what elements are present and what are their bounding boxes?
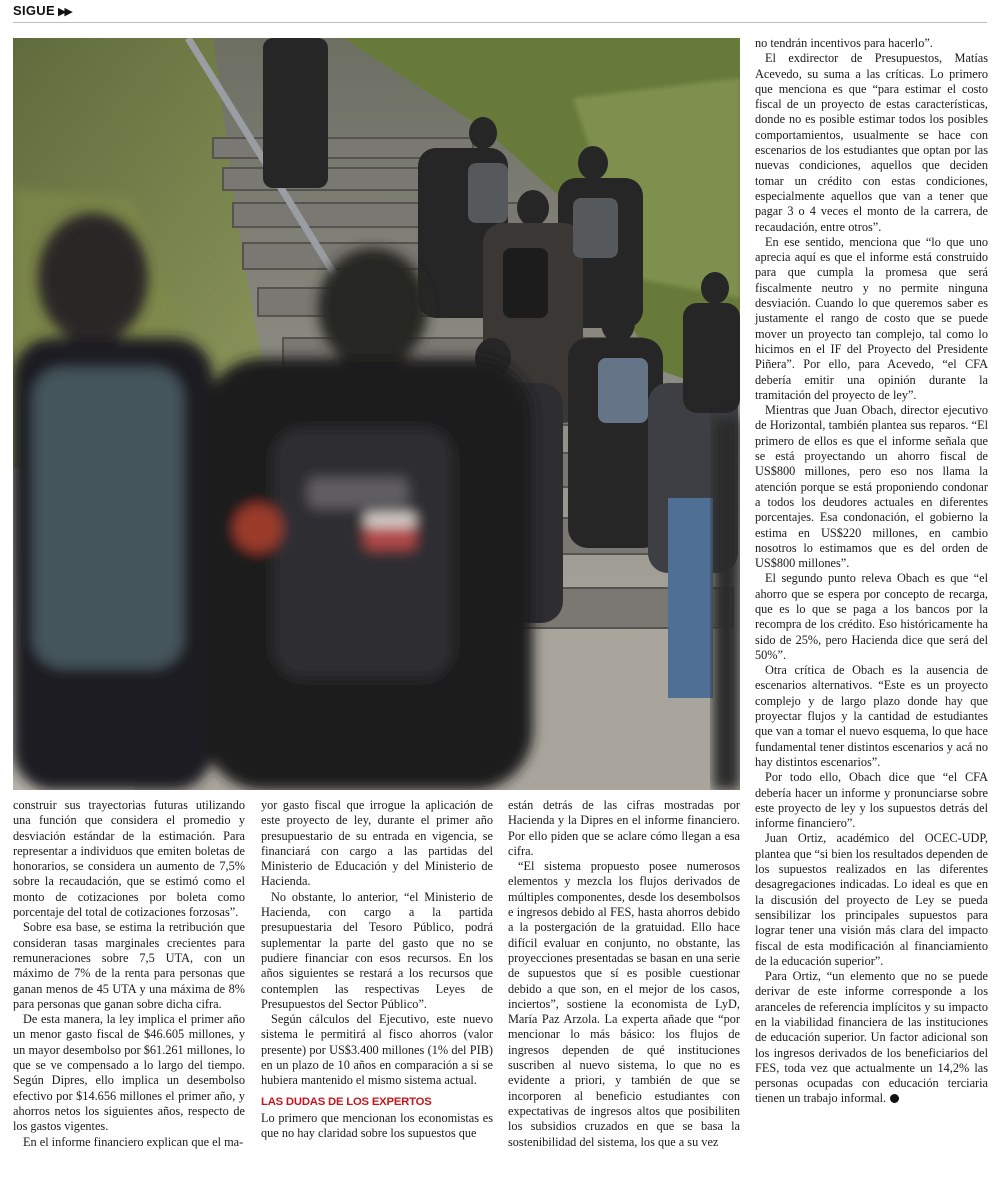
paragraph: Lo primero que mencionan los economistas es que no hay claridad sobre los supuestos que [261, 1110, 493, 1141]
paragraph: Juan Ortiz, académico del OCEC-UDP, plantea que “si bien los resultados dependen de los supuestos realizados en las diferentes desagregaciones indicadas. Lo ideal es que en la discusión del proyecto de Ley se pueda sensibilizar los principales supuestos para lograr tener una visión más clara del impacto fiscal de esta modificación al financiamiento de la educación superior”. [755, 831, 988, 968]
article-column-2 [261, 798, 493, 1142]
article-column-3 [508, 798, 740, 1150]
paragraph: Por todo ello, Obach dice que “el CFA debería hacer un informe y pronunciarse sobre este proyecto de ley y los supuestos detrás del informe financiero”. [755, 770, 988, 831]
paragraph: “El sistema propuesto posee numerosos elementos y mezcla los flujos derivados de múltiples componentes, desde los desembolsos e ingresos debido al FES, hasta ahorros debido a la postergación de la gratuidad. Ello hace difícil evaluar en conjunto, no obstante, las proyecciones presentadas se basan en una serie de supuestos que sí es posible cuestionar debido a que son, en el mejor de los casos, inciertos”, sostiene la economista de LyD, María Paz Arzola. La experta añade que “por mencionar lo más básico: los flujos de ingresos dependen de qué instituciones suscriben al nuevo sistema, lo que no es evidente a priori, y también de que se incorporen al beneficio estudiantes con expectativas de ingresos altos que posibiliten los subsidios cruzados en que se basa la sostenibilidad del sistema, los que a su vez [508, 859, 740, 1149]
paragraph: Otra crítica de Obach es la ausencia de escenarios alternativos. “Este es un proyecto complejo y de largo plazo donde hay que proyectar flujos y la cantidad de estudiantes que van a tomar el nuevo esquema, lo que hace fundamental tener distintos escenarios y acá no hay distintos escenarios”. [755, 663, 988, 769]
paragraph-text: Para Ortiz, “un elemento que no se puede derivar de este informe corresponde a los aranceles de referencia implícitos y su impacto en la viabilidad financiera de las instituciones de educación superior. Un factor adicional son los ingresos derivados de los beneficiarios del FES, toda vez que actualmente un 14,2% las personas ocupadas con educación terciaria tienen un trabajo informal. [755, 969, 988, 1106]
double-arrow-icon: ▶▶ [57, 6, 71, 18]
paragraph: Mientras que Juan Obach, director ejecutivo de Horizontal, también plantea sus reparos. “El primero de ellos es que el informe señala que se está proyectando un ahorro fiscal de US$800 millones, pero eso nos llama la atención porque se está proponiendo condonar a todos los deudores actuales en diferentes porcentajes. Esa condonación, el gobierno la estima en US$220 millones, en cambio nosotros lo estimamos que es del orden de US$800 millones”. [755, 403, 988, 571]
article-photo [13, 38, 740, 790]
paragraph: construir sus trayectorias futuras utilizando una función que considera el promedio y desviación estándar de la estimación. Para representar a individuos que emiten boletas de honorarios, se considera un aumento de 7,5% sobre la recaudación, que se estimó como el monto de cotizaciones por boleta como porcentaje del total de cotizaciones forzosas”. [13, 798, 245, 920]
paragraph: yor gasto fiscal que irrogue la aplicación de este proyecto de ley, durante el primer año presupuestario de su entrada en vigencia, se financiará con cargo a las partidas del Ministerio de Educación y del Ministerio de Hacienda. [261, 798, 493, 889]
end-of-article-icon [890, 1094, 899, 1103]
paragraph: En el informe financiero explican que el ma- [23, 1134, 244, 1149]
paragraph: Sobre esa base, se estima la retribución que consideran tasas marginales crecientes para remuneraciones sobre 7,5 UTA, con un máximo de 7% de la renta para personas que ganan menos de 45 UTA y una máxima de 8% para personas que ganan sobre dicha cifra. [13, 920, 245, 1011]
section-label-sigue [13, 3, 71, 18]
paragraph: En ese sentido, menciona que “lo que uno aprecia aquí es que el informe está construido para que cumpla la promesa que será fiscalmente neutro y no permite ninguna desviación. Cuando lo que queremos saber es justamente el rango de costo que se puede mover un proyecto tan complejo, tal como lo hicimos en el IF del Proyecto del Presidente Piñera”. Por ello, para Acevedo, “el CFA debería emitir una opinión durante la tramitación del proyecto de ley”. [755, 234, 988, 402]
section-label-text: SIGUE [13, 3, 55, 18]
paragraph: Según cálculos del Ejecutivo, este nuevo sistema le permitirá al fisco ahorros (valor presente) por US$3.400 millones (1% del PIB) en un plazo de 10 años en comparación a si se hubiera mantenido el mismo sistema actual. [261, 1012, 493, 1088]
paragraph-final [755, 969, 988, 1107]
paragraph: El segundo punto releva Obach es que “el ahorro que se espera por concepto de recarga, que es lo que se paga a los bancos por la recompra de los crédito. Eso históricamente ha sido de 25%, pero Hacienda dice que será del 50%”. [755, 571, 988, 662]
paragraph: están detrás de las cifras mostradas por Hacienda y la Dipres en el informe financiero. Por ello piden que se aclare cómo llegan a esa cifra. [508, 798, 740, 858]
paragraph: no tendrán incentivos para hacerlo”. [755, 36, 933, 50]
header-rule [13, 22, 987, 23]
paragraph: De esta manera, la ley implica el primer año un menor gasto fiscal de $46.605 millones, y un mayor desembolso por $61.261 millones, lo que se ve compensado a lo largo del tiempo. Según Dipres, ello implica un desembolso efectivo por $14.656 millones el primer año, y ahorros netos los siguientes años, respecto de los gastos vigentes. [13, 1012, 245, 1134]
paragraph: El exdirector de Presupuestos, Matías Acevedo, su suma a las críticas. Lo primero que menciona es que “para estimar el costo fiscal de un proyecto de estas características, donde no es posible estimar todos los posibles comportamientos, usualmente se hace con escenarios de los estudiantes que optan por las nuevas condiciones, aquellos que deciden tomar un crédito con estas condiciones, especialmente aquellos que van a tener que pagar 3 o 4 veces el monto de la carrera, de recaudación, entre otros”. [755, 51, 988, 234]
students-on-stairs-photo [13, 38, 740, 790]
article-column-1 [13, 798, 245, 1150]
article-column-4 [755, 36, 988, 1107]
paragraph: No obstante, lo anterior, “el Ministerio de Hacienda, con cargo a la partida presupuestaria del Tesoro Público, podrá suplementar la parte del gasto que no se pudiere financiar con esos recursos. En los años siguientes se restará a los recursos que contemplen las respectivas Leyes de Presupuestos del Sector Público”. [261, 889, 493, 1011]
section-subhead: LAS DUDAS DE LOS EXPERTOS [261, 1095, 432, 1108]
